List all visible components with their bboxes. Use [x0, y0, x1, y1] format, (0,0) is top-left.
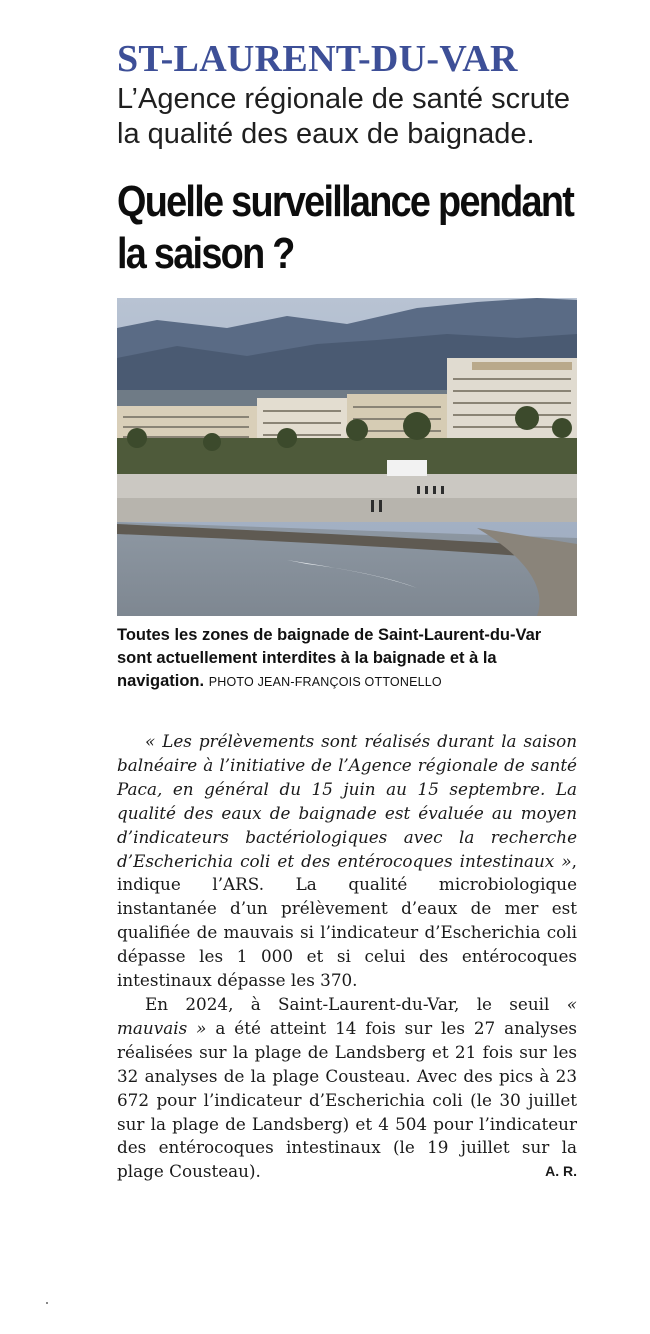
photo-credit: PHOTO JEAN-FRANÇOIS OTTONELLO: [208, 675, 442, 689]
photo-caption: [117, 624, 577, 694]
article-body: [117, 730, 577, 1184]
paragraph-2-rest: a été atteint 14 fois sur les 27 analyses réalisées sur la plage de Landsberg et 21 fois sur les 32 analyses de la plage Cousteau. Avec des pics à 23 672 pour l’indicateur d’Escherichia coli (le 30 juillet sur la plage de Landsberg) et 4 504 pour l’indicateur des entérocoques intestinaux (le 19 juillet sur la plage Cousteau).: [117, 1017, 577, 1182]
paragraph-2-start: En 2024, à Saint-Laurent-du-Var, le seuil: [145, 993, 567, 1014]
paragraph-1: [117, 730, 577, 993]
headline: Quelle surveillance pendant la saison ?: [117, 177, 574, 278]
author-signature: A. R.: [545, 1163, 577, 1180]
stray-mark: [46, 1302, 48, 1304]
section-kicker: ST-LAURENT-DU-VAR: [117, 38, 518, 80]
standfirst: L’Agence régionale de santé scrute la qualité des eaux de baignade.: [117, 83, 571, 150]
beach: [117, 498, 577, 522]
paragraph-2: [117, 993, 577, 1184]
beach-photo: [117, 298, 577, 616]
paragraph-1-rest: , indique l’ARS. La qualité microbiologique instantanée d’un prélèvement d’eaux de mer est qualifiée de mauvais si l’indicateur d’Escherichia coli dépasse les 1 000 et si celui des entérocoques intestinaux dépasse les 370.: [117, 850, 577, 991]
quote-ars: « Les prélèvements sont réalisés durant la saison balnéaire à l’initiative de l’Agence régionale de santé Paca, en général du 15 juin au 15 septembre. La qualité des eaux de baignade est évaluée au moyen d’indicateurs bactériologiques avec la recherche d’Escherichia coli et des entérocoques intestinaux »: [117, 731, 577, 871]
caption-text: Toutes les zones de baignade de Saint-Laurent-du-Var sont actuellement interdites à la baignade et à la navigation.: [117, 626, 542, 690]
article: [117, 38, 577, 1184]
quote-mauvais: « mauvais »: [117, 993, 577, 1038]
